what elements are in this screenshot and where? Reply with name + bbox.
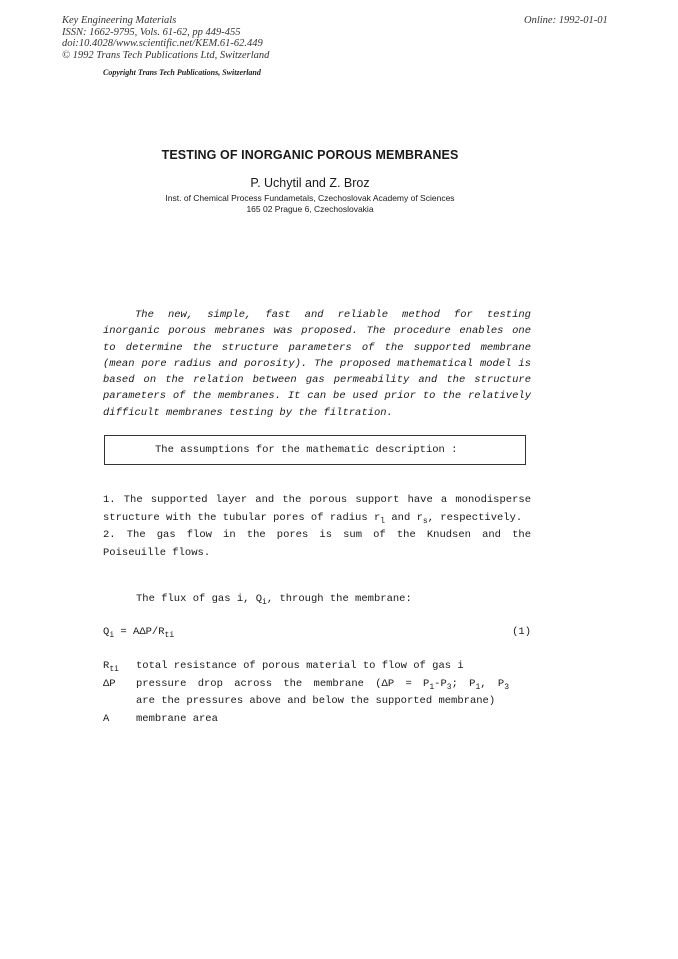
affiliation-line-1: Inst. of Chemical Process Fundametals, Czechoslovak Academy of Sciences (165, 193, 455, 203)
equation-number: (1) (512, 626, 531, 638)
abstract-text: The new, simple, fast and reliable method for testing inorganic porous mebranes was proposed. The procedure enables one to determine the structure parameters of the supported membrane (mean pore radius and porosity). The proposed mathematical model is based on the relation between gas permeability and the structure parameters of the membranes. It can be used prior to the relatively difficult membranes testing by the filtration. (103, 309, 531, 419)
doi-line: doi:10.4028/www.scientific.net/KEM.61-62.449 (62, 38, 263, 49)
online-date: Online: 1992-01-01 (524, 15, 608, 26)
assumption-item-1: 1. The supported layer and the porous support have a monodisperse structure with the tubular pores of radius $r_l$ and $r_s$, respectively. (103, 494, 531, 526)
flux-sentence: The flux of gas i, $Q_i$, through the membrane: (136, 593, 412, 607)
assumptions-list (103, 492, 531, 562)
definition-a: A membrane area (103, 712, 218, 725)
copyright-stamp: Copyright Trans Tech Publications, Switzerland (103, 68, 261, 77)
symbol-definitions (103, 658, 531, 728)
definition-rti: $R_{ti}$ total resistance of porous material to flow of gas i (103, 660, 464, 674)
affiliation (0, 193, 620, 215)
assumptions-box-text: The assumptions for the mathematic description : (155, 444, 458, 456)
equation-1: $Q_i = A\Delta P/R_{ti}$ (1) (103, 626, 531, 640)
journal-header (62, 15, 269, 61)
abstract (103, 307, 531, 421)
journal-name: Key Engineering Materials (62, 15, 177, 26)
definition-dp-continued: are the pressures above and below the supported membrane) (136, 695, 496, 707)
assumptions-box (104, 435, 526, 465)
paper-title: TESTING OF INORGANIC POROUS MEMBRANES (161, 148, 459, 162)
publisher-copyright: © 1992 Trans Tech Publications Ltd, Switzerland (62, 49, 270, 61)
affiliation-line-2: 165 02 Prague 6, Czechoslovakia (246, 204, 374, 214)
assumption-item-2: 2. The gas flow in the pores is sum of the Knudsen and the Poiseuille flows. (103, 529, 531, 559)
issn-line: ISSN: 1662-9795, Vols. 61-62, pp 449-455 (62, 26, 241, 38)
definition-dp: ΔP pressure drop across the membrane ($\Delta P = P_1-P_3$; $P_1$, $P_3$ (103, 677, 510, 692)
paper-authors: P. Uchytil and Z. Broz (250, 176, 370, 190)
